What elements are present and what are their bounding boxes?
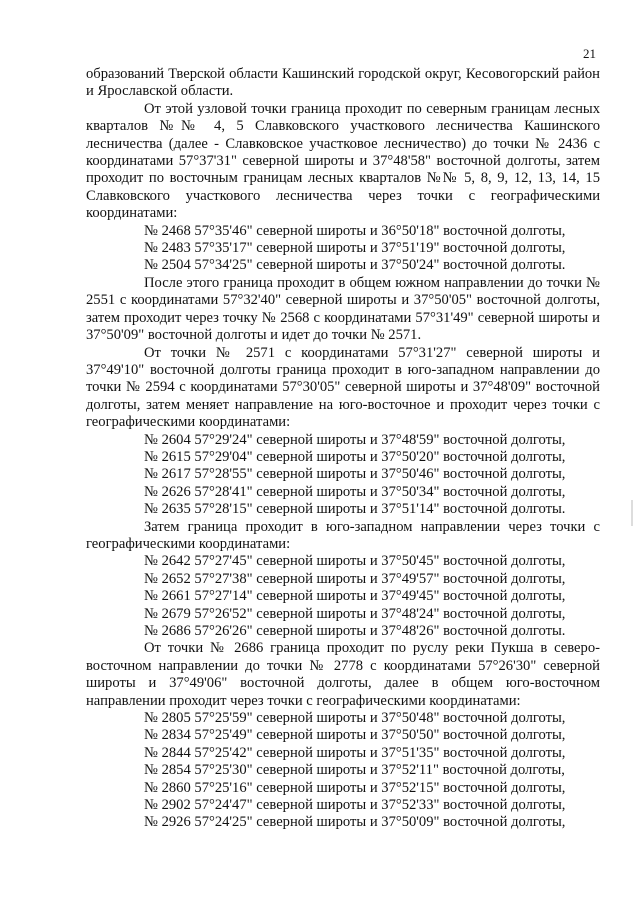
paragraph-4: Затем граница проходит в юго-западном направлении через точки с географическими координатами:: [86, 518, 600, 552]
coordinate-item: № 2635 57°28'15" северной широты и 37°51'14" восточной долготы.: [144, 501, 566, 518]
paragraph-2: После этого граница проходит в общем южном направлении до точки № 2551 с координатами 57°32'40" северной широты и 37°50'05" восточной долготы, затем проходит через точку № 2568 с координатами 57°31'49" северной широты и 37°50'09" восточной долготы и идет до точки № 2571.: [86, 274, 600, 344]
coordinate-list-2: [86, 432, 600, 519]
paragraph-5: От точки № 2686 граница проходит по руслу реки Пукша в северо-восточном направлении до точки № 2778 с координатами 57°26'30" северной широты и 37°49'06" восточной долготы, далее в общем юго-восточном направлении проходит через точки с географическими координатами:: [86, 640, 600, 709]
coordinate-item: № 2504 57°34'25" северной широты и 37°50'24" восточной долготы.: [144, 257, 566, 274]
document-body: [86, 66, 600, 832]
paragraph-1: От этой узловой точки граница проходит по северным границам лесных кварталов №№ 4, 5 Славковского участкового лесничества Кашинского лесничества (далее - Славковское участковое лесничество) до точки № 2436 с координатами 57°37'31" северной широты и 37°48'58" восточной долготы, затем проходит по восточным границам лесных кварталов №№ 5, 8, 9, 12, 13, 14, 15 Славковского участкового лесничества через точки с географическими координатами:: [86, 100, 600, 222]
paragraph-3: От точки № 2571 с координатами 57°31'27" северной широты и 37°49'10" восточной долготы граница проходит в юго-западном направлении до точки № 2594 с координатами 57°30'05" северной широты и 37°48'09" восточной долготы, затем меняет направление на юго-восточное и проходит через точки с географическими координатами:: [86, 344, 600, 431]
coordinate-item: № 2860 57°25'16" северной широты и 37°52'15" восточной долготы,: [144, 779, 566, 796]
coordinate-item: № 2805 57°25'59" северной широты и 37°50'48" восточной долготы,: [144, 710, 566, 727]
intro-paragraph: образований Тверской области Кашинский городской округ, Кесовогорский район и Ярославской области.: [86, 66, 600, 100]
coordinate-item: № 2642 57°27'45" северной широты и 37°50'45" восточной долготы,: [144, 553, 566, 570]
coordinate-item: № 2652 57°27'38" северной широты и 37°49'57" восточной долготы,: [144, 570, 566, 587]
coordinate-list-3: [86, 553, 600, 640]
page-number: 21: [583, 46, 596, 61]
coordinate-item: № 2661 57°27'14" северной широты и 37°49'45" восточной долготы,: [144, 588, 566, 605]
scan-margin-mark: [631, 500, 633, 526]
coordinate-item: № 2902 57°24'47" северной широты и 37°52'33" восточной долготы,: [144, 797, 566, 814]
coordinate-item: № 2854 57°25'30" северной широты и 37°52'11" восточной долготы,: [144, 762, 565, 779]
coordinate-item: № 2483 57°35'17" северной широты и 37°51'19" восточной долготы,: [144, 240, 566, 257]
coordinate-item: № 2615 57°29'04" северной широты и 37°50'20" восточной долготы,: [144, 448, 566, 465]
coordinate-item: № 2617 57°28'55" северной широты и 37°50'46" восточной долготы,: [144, 466, 566, 483]
coordinate-item: № 2679 57°26'52" северной широты и 37°48'24" восточной долготы,: [144, 605, 566, 622]
coordinate-item: № 2604 57°29'24" северной широты и 37°48'59" восточной долготы,: [144, 431, 566, 448]
coordinate-item: № 2626 57°28'41" северной широты и 37°50'34" восточной долготы,: [144, 483, 566, 500]
coordinate-item: № 2834 57°25'49" северной широты и 37°50'50" восточной долготы,: [144, 727, 566, 744]
coordinate-item: № 2844 57°25'42" северной широты и 37°51'35" восточной долготы,: [144, 744, 566, 761]
coordinate-item: № 2468 57°35'46" северной широты и 36°50'18" восточной долготы,: [144, 222, 566, 239]
coordinate-item: № 2926 57°24'25" северной широты и 37°50'09" восточной долготы,: [144, 814, 566, 831]
coordinate-list-1: [86, 223, 600, 275]
coordinate-item: № 2686 57°26'26" северной широты и 37°48'26" восточной долготы.: [144, 623, 566, 639]
coordinate-list-4: [86, 710, 600, 832]
